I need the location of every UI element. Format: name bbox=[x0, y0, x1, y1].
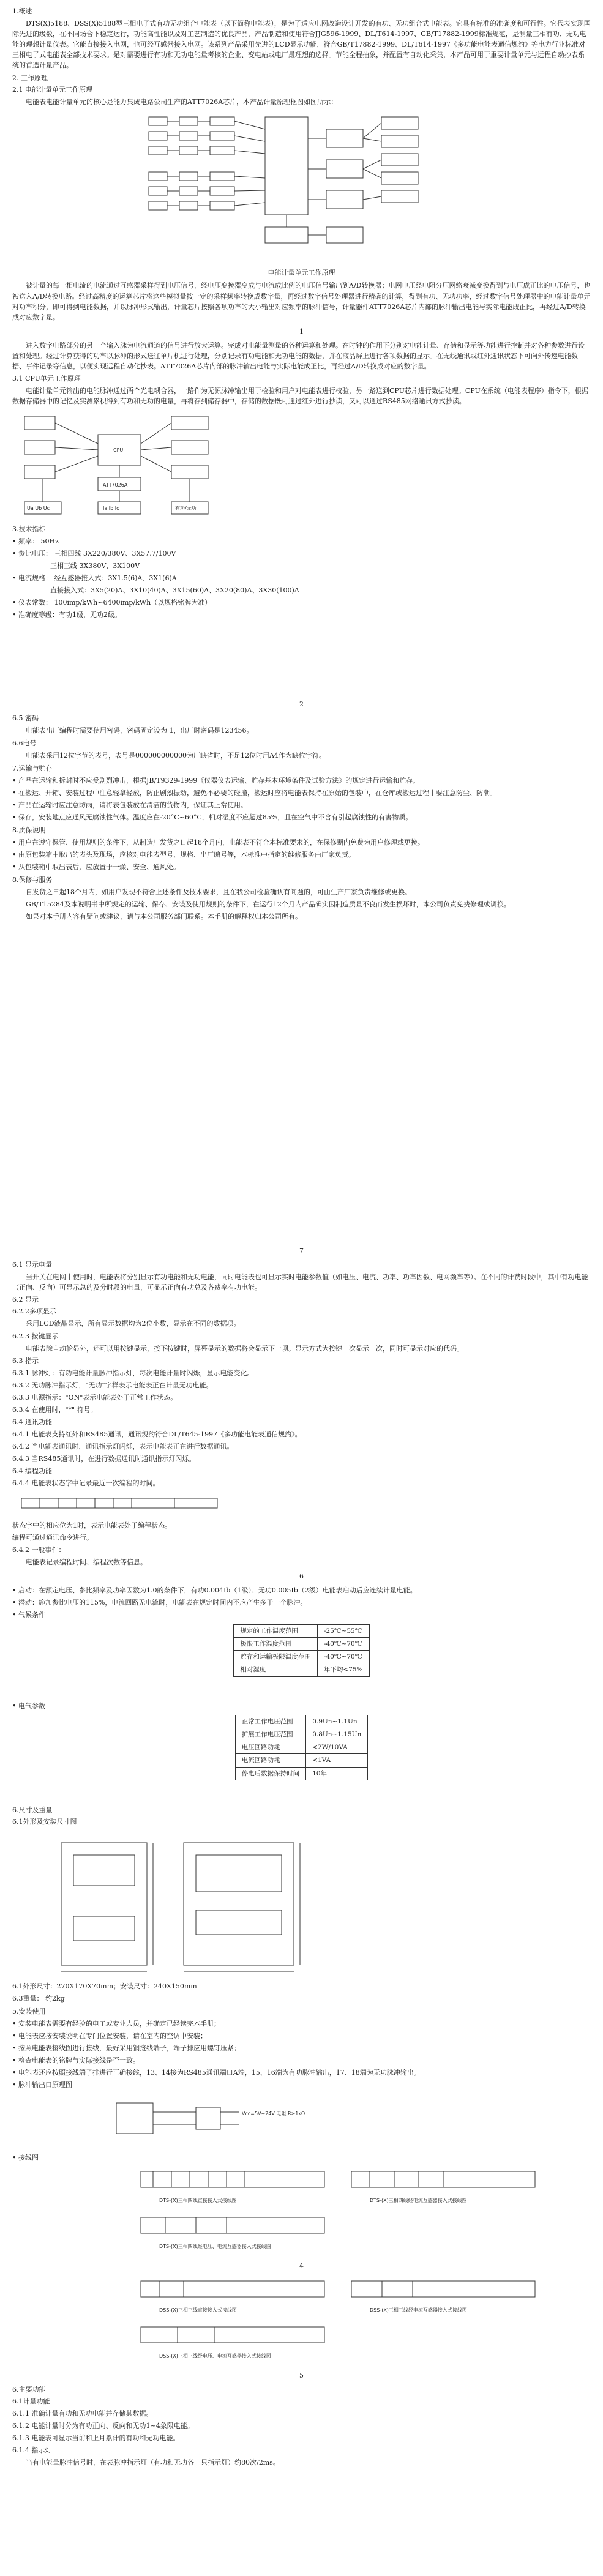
service-paragraph-1: 自发货之日起18个月内，如用户发现不符合上述条件及技术要求，且在我公司检验确认有问题的，可由生产厂家负责维修或更换。 bbox=[26, 888, 411, 897]
subsection-title-cpu: 3.1 CPU单元工作原理 bbox=[12, 374, 81, 383]
metering-paragraph: 被计量的每一相电流的电流通过互感器采样得到电压信号，经电压变换器变成与电流成比例的电压信号输出到A/D转换器；电网电压经电阻分压网络衰减变换得到与电压成正比的电压信号，也被送入A/D转换电路。经过高精度的运算芯片将这些模拟量按一定的采样频率转换成数字量，再经过数字信号处理器进行精确的计算，得到有功、无功功率，经过数字信号处理器中的电能计量单元对功率积分，即可得到电能数据，并以脉冲形式输出，计量芯片按照各项功率的大小输出对应频率的脉冲信号，计量器件ATT7026A芯片内部的脉冲输出电能与实际电能成正比，再经过A/D转换成对应数字量。 bbox=[12, 282, 591, 321]
transport-bullet-4: • 保存，安装地点应通风无腐蚀性气体。温度应在-20°C~60°C，相对湿度不应超过85%，且在空气中不含有引起腐蚀性的有害物质。 bbox=[12, 813, 413, 821]
elec-label: • 电气参数 bbox=[12, 1701, 45, 1710]
table-row: 相对湿度 年平均<75% bbox=[234, 1663, 369, 1676]
comm-3: 6.4.3 当RS485通讯时，在进行数据通讯时通讯指示灯闪烁。 bbox=[12, 1455, 196, 1463]
password-paragraph: 电能表出厂编程时需要使用密码，密码固定设为 1，出厂时密码是123456。 bbox=[26, 726, 253, 735]
climate-label: • 气候条件 bbox=[12, 1611, 45, 1619]
table-row: 停电后数据保持时间 10年 bbox=[235, 1767, 368, 1780]
transport-bullet-2: • 在搬运、开箱、安装过程中注意轻拿轻放，防止剧烈振动，避免不必要的碰撞，搬运时应将电能表保持在原始的包装中，在仓库或搬运过程中要注意防尘、防潮。 bbox=[12, 788, 496, 797]
indicator-4: 6.3.4 在使用时，"*" 符号。 bbox=[12, 1405, 97, 1414]
section-install: 5.安装使用 bbox=[12, 2007, 46, 2016]
wiring-diagram bbox=[135, 2211, 343, 2254]
pulse-circuit-text: Vcc=5V~24V 电阻 R≥1kΩ bbox=[242, 2111, 305, 2117]
wiring-label: • 接线图 bbox=[12, 2154, 39, 2162]
wiring-diagrams bbox=[135, 2165, 591, 2257]
document-page bbox=[6, 0, 597, 2473]
page-number-7: 7 bbox=[299, 1247, 304, 1255]
subsection-password: 6.5 密码 bbox=[12, 714, 39, 723]
install-4: • 检查电能表的铭牌与实际接线是否一致。 bbox=[12, 2056, 140, 2065]
page-number-4: 4 bbox=[299, 2261, 304, 2270]
spec-accuracy: • 准确度等级：有功1级，无功2级。 bbox=[12, 611, 121, 619]
pulse-output-label: 有功/无功 bbox=[175, 505, 197, 511]
pulse-output-diagram bbox=[110, 2094, 343, 2149]
start-current: • 启动：在额定电压、参比频率及功率因数为1.0的条件下，有功0.004Ib（1级）、无功0.005Ib（2级）电能表启动后应连续计量电能。 bbox=[12, 1586, 417, 1595]
meter-number-paragraph: 电能表采用12位字节的表号，表号是000000000000为厂缺省时，不足12位时用A4作为缺位字符。 bbox=[26, 751, 326, 760]
transport-bullet-3: • 产品在运输时应注意防雨，请将表包装放在清洁的货物内，保证其正常使用。 bbox=[12, 801, 247, 809]
subsection-indicator-fn: 6.1.4 指示灯 bbox=[12, 2446, 52, 2455]
wiring-caption: DTS-(X)三相四线经电流互感器接入式接线图 bbox=[369, 2197, 467, 2203]
spec-current-2: 直接接入式：3X5(20)A、3X10(40)A、3X15(60)A、3X20(80)A、3X30(100)A bbox=[50, 586, 299, 595]
programming-3: 编程可通过通讯命令进行。 bbox=[12, 1534, 93, 1542]
voltage-input-label: Ua Ub Uc bbox=[27, 505, 50, 511]
comm-2: 6.4.2 当电能表通讯时，通讯指示灯闪烁，表示电能表正在进行数据通讯。 bbox=[12, 1442, 234, 1450]
install-2: • 电能表应按安装说明在专门位置安装，请在室内的空调中安装； bbox=[12, 2032, 207, 2040]
table-row: 电流回路功耗 <1VA bbox=[235, 1754, 368, 1767]
subsection-multi-display: 6.2.2多项显示 bbox=[12, 1307, 56, 1316]
indicator-2: 6.3.2 无功脉冲指示灯，"无功"字样表示电能表正在计量无功电能。 bbox=[12, 1381, 213, 1389]
section-functions: 6.主要功能 bbox=[12, 2385, 46, 2394]
table-row: 扩展工作电压范围 0.8Un~1.15Un bbox=[235, 1728, 368, 1741]
install-5: • 电能表还应按照接线端子排进行正确接线，13、14接为RS485通讯端口A端，15、16端为有功脉冲输出，17、18端为无功脉冲输出。 bbox=[12, 2069, 421, 2077]
pulse-label: • 脉冲输出口原理图 bbox=[12, 2081, 72, 2089]
page-number-5: 5 bbox=[299, 2371, 304, 2380]
subsection-show: 6.2 显示 bbox=[12, 1296, 39, 1304]
page-number-2: 2 bbox=[299, 700, 304, 709]
frame-format-diagram bbox=[18, 1492, 239, 1517]
page-number-6: 6 bbox=[299, 1572, 304, 1581]
programming-4: 6.4.2 一般事件： bbox=[12, 1546, 66, 1555]
wiring-caption: DTS-(X)三相四线经电压、电流互感器接入式接线图 bbox=[159, 2243, 271, 2249]
warranty-bullet-2: • 由原包装箱中取出的表头及现场，应核对电能表型号、规格、出厂编号等，本标准中指定的维修服务由厂家负责。 bbox=[12, 850, 355, 859]
spec-voltage: • 参比电压： 三相四线 3X220/380V、3X57.7/100V bbox=[12, 550, 176, 558]
programming-5: 电能表记录编程时间、编程次数等信息。 bbox=[26, 1558, 147, 1567]
table-row: 正常工作电压范围 0.9Un~1.1Un bbox=[235, 1715, 368, 1728]
subsection-indicator: 6.3 指示 bbox=[12, 1356, 39, 1365]
diagram-inputs bbox=[149, 117, 234, 210]
spec-constant: • 仪表常数： 100imp/kWh~6400imp/kWh（以规格铭牌为准） bbox=[12, 599, 212, 607]
comm-1: 6.4.1 电能表支持红外和RS485通讯，通讯规约符合DL/T645-1997《多功能电能表通信规约》。 bbox=[12, 1430, 302, 1438]
section-title-overview: 1.概述 bbox=[12, 7, 32, 15]
warranty-bullet-1: • 用户在遵守保管、使用规则的条件下，从制造厂发货之日起18个月内，电能表不符合本标准要求的，在保修期内免费为用户修理或更换。 bbox=[12, 838, 424, 846]
function-1: 6.1.1 准确计量有功和无功电能并存储其数据。 bbox=[12, 2409, 153, 2417]
section-transport: 7.运输与贮存 bbox=[12, 764, 53, 772]
weight-text: 6.3重量： 约2kg bbox=[12, 1995, 65, 2003]
wiring-diagram bbox=[135, 2165, 343, 2208]
subsection-key-display: 6.2.3 按键显示 bbox=[12, 1332, 59, 1340]
wiring-diagram bbox=[135, 2275, 343, 2318]
dimension-text: 6.1外形尺寸：270X170X70mm；安装尺寸：240X150mm bbox=[12, 1982, 197, 1991]
warranty-bullet-3: • 从包装箱中取出表后，应放置于干燥、安全、通风处。 bbox=[12, 862, 180, 871]
wiring-diagram bbox=[135, 2321, 343, 2364]
subsection-outline: 6.1外形及安装尺寸图 bbox=[12, 1818, 77, 1826]
install-1: • 安装电能表需要有经验的电工或专业人员，并确定已经读完本手册； bbox=[12, 2020, 220, 2028]
climate-table bbox=[233, 1624, 369, 1677]
spec-current: • 电流规格： 经互感器接入式：3X1.5(6)A、3X1(6)A bbox=[12, 574, 177, 583]
cpu-block-diagram bbox=[18, 410, 227, 520]
outline-drawing bbox=[49, 1831, 318, 1977]
current-input-label: Ia Ib Ic bbox=[103, 505, 119, 511]
elec-table bbox=[235, 1715, 369, 1780]
subsection-display: 6.1 显示电量 bbox=[12, 1261, 52, 1269]
subsection-metering-fn: 6.1计量功能 bbox=[12, 2397, 50, 2405]
multi-display-paragraph: 采用LCD液晶显示，所有显示数据均为2位小数，显示在不同的数据项。 bbox=[26, 1320, 241, 1328]
indicator-1: 6.3.1 脉冲灯：有功电能计量脉冲指示灯，每次电能计量时闪烁，显示电能变化。 bbox=[12, 1368, 254, 1377]
section-title-principle: 2. 工作原理 bbox=[12, 74, 48, 83]
indicator-3: 6.3.3 电源指示："ON"表示电能表处于正常工作状态。 bbox=[12, 1393, 178, 1402]
spec-frequency: • 频率： 50Hz bbox=[12, 537, 59, 546]
wiring-caption: DSS-(X)三相三线经电流互感器接入式接线图 bbox=[369, 2307, 467, 2313]
function-4: 当有电能量脉冲信号时，在表脉冲指示灯（有功和无功各一只指示灯）约80次/2ms。 bbox=[26, 2458, 280, 2467]
diagram-caption: 电能计量单元工作原理 bbox=[268, 269, 335, 277]
chip-label: ATT7026A bbox=[103, 482, 128, 488]
wiring-diagrams-2 bbox=[135, 2275, 591, 2367]
subsection-title-metering: 2.1 电能计量单元工作原理 bbox=[12, 86, 92, 94]
subsection-meter-number: 6.6电号 bbox=[12, 739, 37, 747]
diagram-core bbox=[234, 117, 418, 243]
metering-intro: 电能表电能计量单元的核心是能力集成电路公司生产的ATT7026A芯片，本产品计量原理框图如图所示： bbox=[26, 98, 338, 106]
wiring-caption: DTS-(X)三相四线直接接入式接线图 bbox=[159, 2197, 237, 2203]
subsection-programming: 6.4 编程功能 bbox=[12, 1467, 52, 1476]
table-row: 规定的工作温度范围 -25℃~55℃ bbox=[234, 1624, 369, 1637]
programming-2: 状态字中的相应位为1时，表示电能表处于编程状态。 bbox=[12, 1521, 171, 1530]
digital-paragraph: 进入数字电路部分的另一个输入脉为电流通道的信号进行放大运算。完成对电能量测量的各种运算和处理。在时钟的作用下分别对电能计量、存储和显示等功能进行控制并对各种参数进行设置和处理。经过计算获得的功率以脉冲的形式送往单片机进行处理，分别记录有功电能和无功电能的数据，并在液晶屏上进行各项数据的显示。在无线通讯或红外通讯状态下可向外传递电能数据、事件记录等信息，以便实现远程自动化抄表。ATT7026A芯片内部的脉冲输出电能与实际电能成正比，再经过A/D转换成对应的数字量。 bbox=[12, 341, 585, 370]
creep: • 潜动：施加参比电压的115%，电流回路无电流时，电能表在规定时间内不应产生多于一个脉冲。 bbox=[12, 1599, 307, 1607]
section-service: 8.保修与服务 bbox=[12, 876, 53, 884]
table-row: 极限工作温度范围 -40℃~70℃ bbox=[234, 1637, 369, 1650]
table-row: 电压回路功耗 <2W/10VA bbox=[235, 1741, 368, 1754]
wiring-diagram bbox=[345, 2165, 553, 2208]
metering-block-diagram bbox=[143, 111, 461, 264]
overview-paragraph: DTS(X)5188、DSS(X)5188型三相电子式有功无功组合电能表（以下简称电能表），是为了适应电网改造设计开发的有功、无功组合式电能表。它具有标准的准确度和可行性。它代表实现国际先进的级数，在不同场合下稳定运行，功能高性能以及对工艺制造的优良产品，产品制造和使用符合JJG596-1999、DL/T614-1997、GB/T17882-1999标准规范，是测量三相有功、无功电能的理想计量仪表。它能直接接入电网，也可经互感器接入电网。该系列产品采用先进的LCD显示功能，符合GB/T17882-1999、DL/T614-1997《多功能电能表通信规约》等电力行业标准对三相电子式电能表全部技术要求。是对需要进行有功和无功电能量考核的企业、变电站或电厂最理想的选择。节能全程抽象，并配置有自动化采集，本产品可用于重要计量单元与远程自动抄表系统的首选计量产品。 bbox=[12, 20, 591, 70]
wiring-diagram bbox=[345, 2275, 553, 2318]
cpu-label: CPU bbox=[113, 447, 124, 453]
spec-voltage-2: 三相三线 3X380V、3X100V bbox=[50, 562, 140, 570]
wiring-caption: DSS-(X)三相三线经电压、电流互感器接入式接线图 bbox=[159, 2353, 271, 2359]
section-warranty: 8.质保说明 bbox=[12, 826, 46, 834]
service-paragraph-3: 如果对本手册内容有疑问或建议，请与本公司服务部门联系。本手册的解释权归本公司所有。 bbox=[26, 913, 302, 921]
display-paragraph: 当开关在电网中使用时，电能表将分别显示有功电能和无功电能，同时电能表也可显示实时电能参数值（如电压、电流、功率、功率因数、电网频率等）。在不同的计费时段中，其中有功电能（正向、反向）可显示总的及分时段的电量，可显示正向有功总及各费率有功电能。 bbox=[12, 1273, 588, 1292]
install-3: • 按照电能表接线图进行接线，最好采用铜接线端子，端子排应用螺钉压紧； bbox=[12, 2044, 241, 2053]
transport-bullet-1: • 产品在运输和拆封时不应受剧烈冲击，根据JB/T9329-1999《仪器仪表运输、贮存基本环境条件及试验方法》的规定进行运输和贮存。 bbox=[12, 776, 420, 785]
wiring-caption: DSS-(X)三相三线直接接入式接线图 bbox=[159, 2307, 237, 2313]
section-title-specs: 3.技术指标 bbox=[12, 525, 46, 533]
subsection-comm: 6.4 通讯功能 bbox=[12, 1417, 52, 1426]
page-number-1: 1 bbox=[299, 327, 304, 335]
cpu-paragraph: 电能计量单元输出的电能脉冲通过两个光电耦合器，一路作为无源脉冲输出用于检验和用户对电能表进行校验，另一路送到CPU芯片进行数据处理。CPU在系统（电能表程序）指令下，根据数据存储器中的记忆及实测累积得到有功和无功的电量，再将存到储存器中，存储的数据既可通过红外进行抄读，又可以通过RS485网络通讯方式抄读。 bbox=[12, 386, 588, 405]
programming-1: 6.4.4 电能表状态字中记录最近一次编程的时间。 bbox=[12, 1479, 160, 1488]
function-3: 6.1.3 电能表可显示当前和上月累计的有功和无功电能。 bbox=[12, 2433, 180, 2442]
key-display-paragraph: 电能表除自动轮显外，还可以用按键显示，按下按键时，屏幕显示的数据将会显示下一项。显示方式为按键一次显示一次，同时可显示对应的代码。 bbox=[26, 1344, 463, 1353]
service-paragraph-2: GB/T15284及本说明书中所规定的运输、保存、安装及使用规则的条件下，在运行12个月内产品确实因制造质量不良而发生损坏时，本公司负责免费修理或调换。 bbox=[26, 900, 511, 909]
function-2: 6.1.2 电能计量时分为有功正向、反向和无功1~4象限电能。 bbox=[12, 2421, 194, 2430]
section-dimensions: 6.尺寸及重量 bbox=[12, 1805, 53, 1814]
table-row: 贮存和运输极限温度范围 -40℃~70℃ bbox=[234, 1651, 369, 1663]
